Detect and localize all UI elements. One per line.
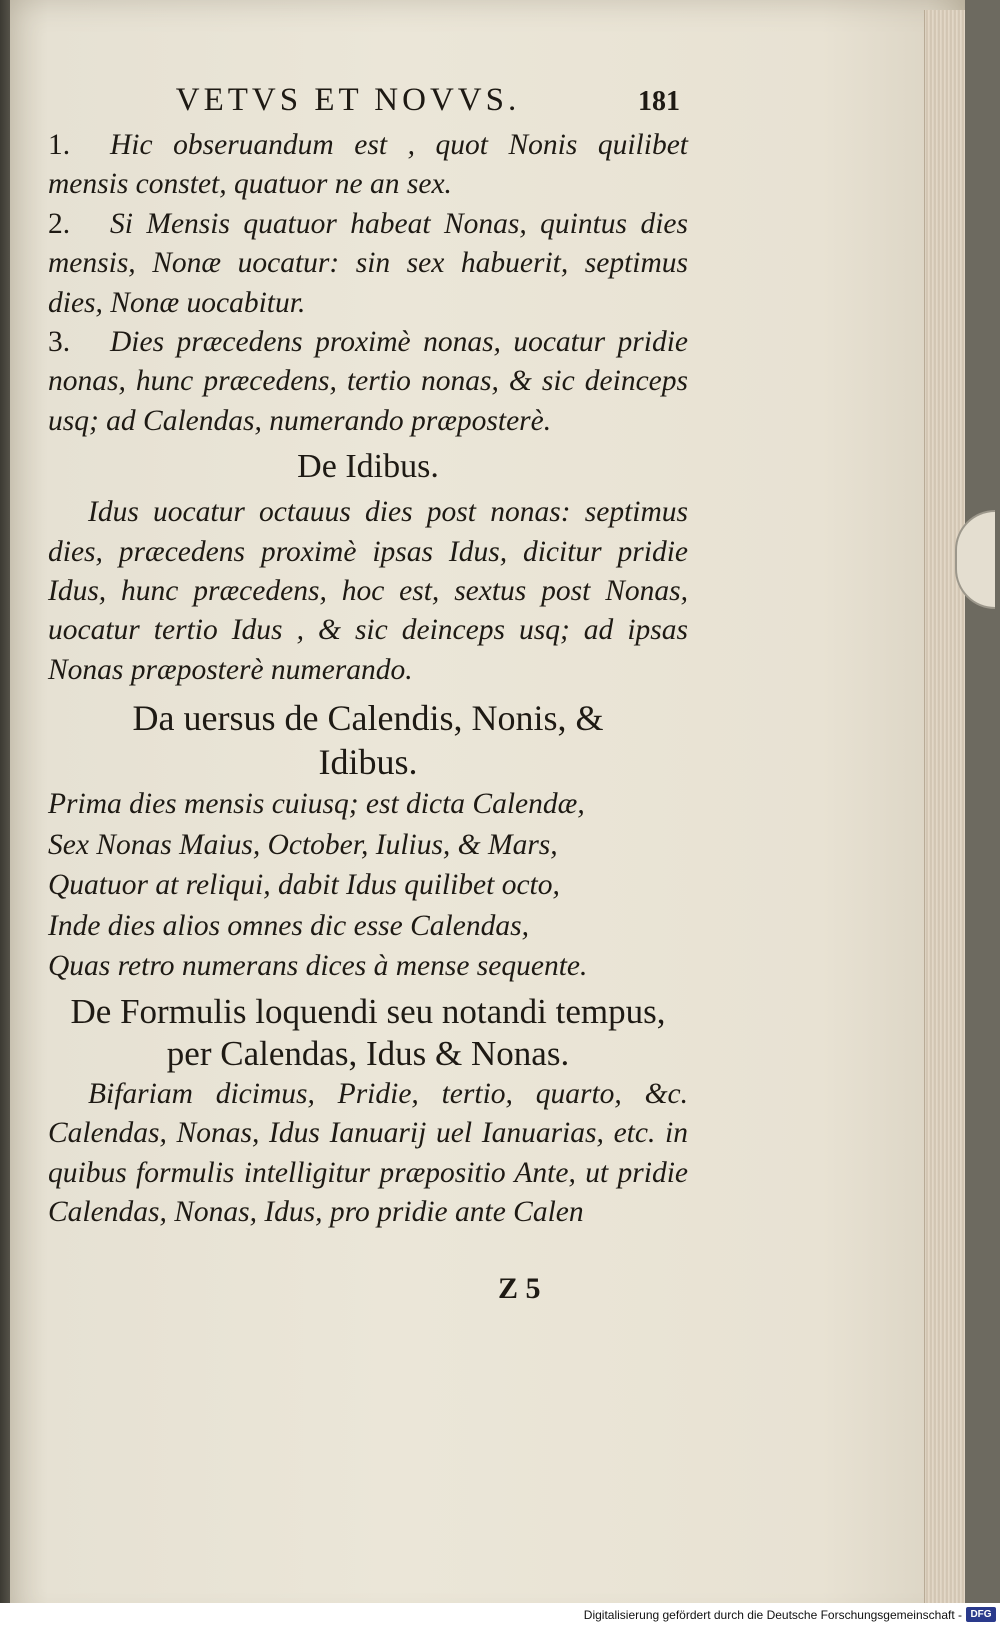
verse-line: Quatuor at reliqui, dabit Idus quilibet octo, xyxy=(48,869,560,902)
section-heading-versus: Da uersus de Calendis, Nonis, & Idibus. xyxy=(132,698,604,783)
section-heading-idibus: De Idibus. xyxy=(297,448,439,486)
verse-line: Quas retro numerans dices à mense sequente. xyxy=(48,950,588,983)
book-page xyxy=(10,0,965,1625)
paragraph-text: Hic obseruandum est , quot Nonis quilibet mensis constet, quatuor ne an sex. xyxy=(48,129,688,201)
footer-bar xyxy=(0,1603,1000,1625)
numbered-paragraph-2 xyxy=(48,205,688,323)
verse-line: Prima dies mensis cuiusq; est dicta Calendæ, xyxy=(48,788,585,821)
verse-line: Inde dies alios omnes dic esse Calendas, xyxy=(48,909,529,942)
paragraph-number: 3. xyxy=(48,326,71,359)
paragraph-text: Dies præcedens proximè nonas, uocatur pridie nonas, hunc præcedens, tertio nonas, & sic deinceps usq; ad Calendas, numerando præposterè. xyxy=(48,326,688,437)
page-content xyxy=(48,82,688,1232)
page-header xyxy=(48,82,688,126)
paragraph-formulis: Bifariam dicimus, Pridie, tertio, quarto, &c. Calendas, Nonas, Idus Ianuarij uel Ianuarias, etc. in quibus formulis intelligitur præpositio Ante, ut pridie Calendas, Nonas, Idus, pro pridie ante Calen xyxy=(48,1077,688,1228)
dfg-logo: DFG xyxy=(966,1607,996,1622)
verse-block xyxy=(48,784,688,987)
section-heading-formulis: De Formulis loquendi seu notandi tempus, per Calendas, Idus & Nonas. xyxy=(70,991,666,1073)
page-edges xyxy=(924,10,965,1610)
paragraph-idibus: Idus uocatur octauus dies post nonas: septimus dies, præcedens proximè ipsas Idus, dicitur pridie Idus, hunc præcedens, hoc est, sextus post Nonas, uocatur tertio Idus , & sic deinceps usq; ad ipsas Nonas præposterè numerando. xyxy=(48,496,688,686)
paragraph-number: 1. xyxy=(48,129,71,161)
paragraph-number: 2. xyxy=(48,207,71,240)
verse-line: Sex Nonas Maius, October, Iulius, & Mars, xyxy=(48,828,558,861)
running-title: VETVS ET NOVVS. xyxy=(175,82,521,118)
paragraph-text: Si Mensis quatuor habeat Nonas, quintus dies mensis, Nonæ uocatur: sin sex habuerit, septimus dies, Nonæ uocabitur. xyxy=(48,207,688,319)
signature-mark: Z 5 xyxy=(498,1272,541,1305)
numbered-paragraph-3 xyxy=(48,323,688,441)
footer-credit: Digitalisierung gefördert durch die Deutsche Forschungsgemeinschaft - xyxy=(583,1608,962,1622)
numbered-paragraph-1 xyxy=(48,126,688,205)
page-number: 181 xyxy=(638,86,680,117)
